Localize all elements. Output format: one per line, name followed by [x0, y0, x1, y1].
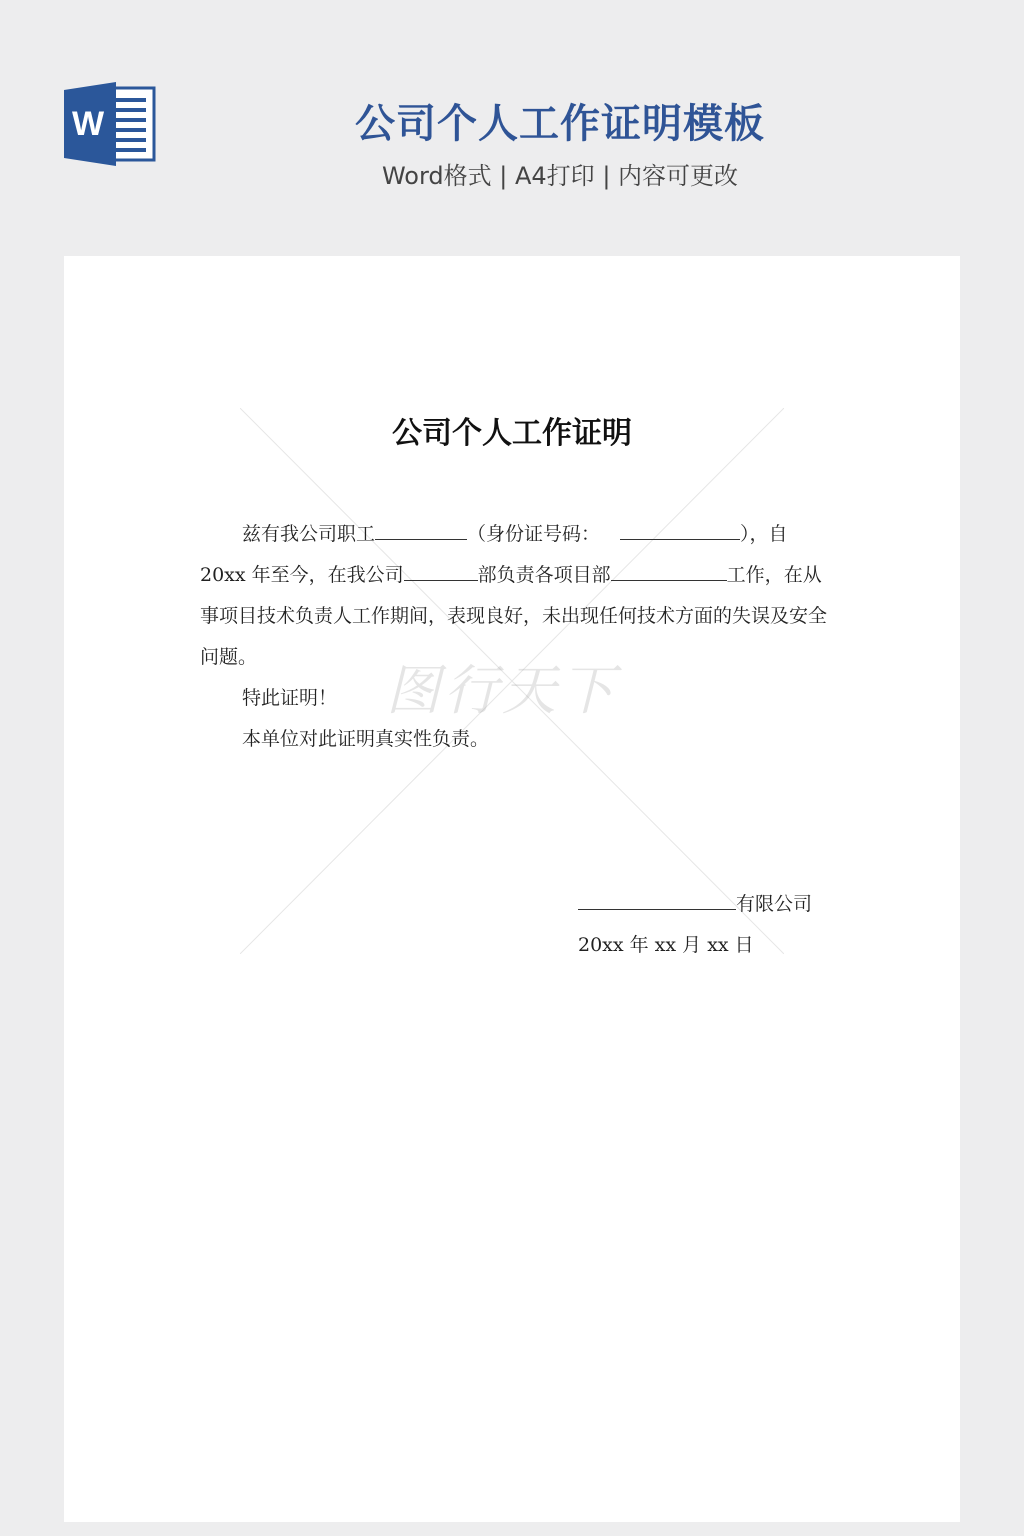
company-suffix: 有限公司 — [736, 893, 813, 915]
paragraph-certification — [200, 514, 828, 678]
text-id-suffix: ），自 — [740, 523, 788, 545]
page-title: 公司个人工作证明模板 — [355, 101, 765, 147]
document-title: 公司个人工作证明 — [392, 416, 632, 451]
blank-company-name — [578, 887, 736, 910]
blank-department — [404, 558, 478, 581]
text-work-suffix: 工作， — [726, 564, 784, 586]
document-paper — [64, 256, 960, 1522]
signature-block — [578, 884, 812, 966]
blank-id-number — [620, 517, 740, 540]
paragraph-closing: 特此证明！ — [242, 687, 338, 709]
signature-date: 20xx 年 xx 月 xx 日 — [578, 934, 754, 956]
text-id-prefix: （身份证号码： — [467, 523, 601, 545]
document-body — [200, 514, 828, 760]
signature-company — [578, 884, 812, 925]
watermark-text: 图行天下 — [386, 659, 618, 722]
blank-project-dept — [611, 558, 727, 581]
page-subtitle: Word格式 | A4打印 | 内容可更改 — [381, 162, 739, 190]
text-employee-prefix: 兹有我公司职工 — [242, 523, 376, 545]
text-performance: 在从事项目技术负责人工作期间，表现良好，未出现任何技术方面的失误及安全问题。 — [200, 564, 828, 668]
word-document-icon — [64, 82, 156, 166]
paragraph-responsibility: 本单位对此证明真实性负责。 — [242, 728, 490, 750]
word-logo-letter: W — [71, 105, 105, 143]
text-project-prefix: 部负责各项目部 — [477, 564, 611, 586]
blank-employee-name — [375, 517, 467, 540]
text-year-prefix: 20xx 年至今，在我公司 — [200, 564, 404, 586]
